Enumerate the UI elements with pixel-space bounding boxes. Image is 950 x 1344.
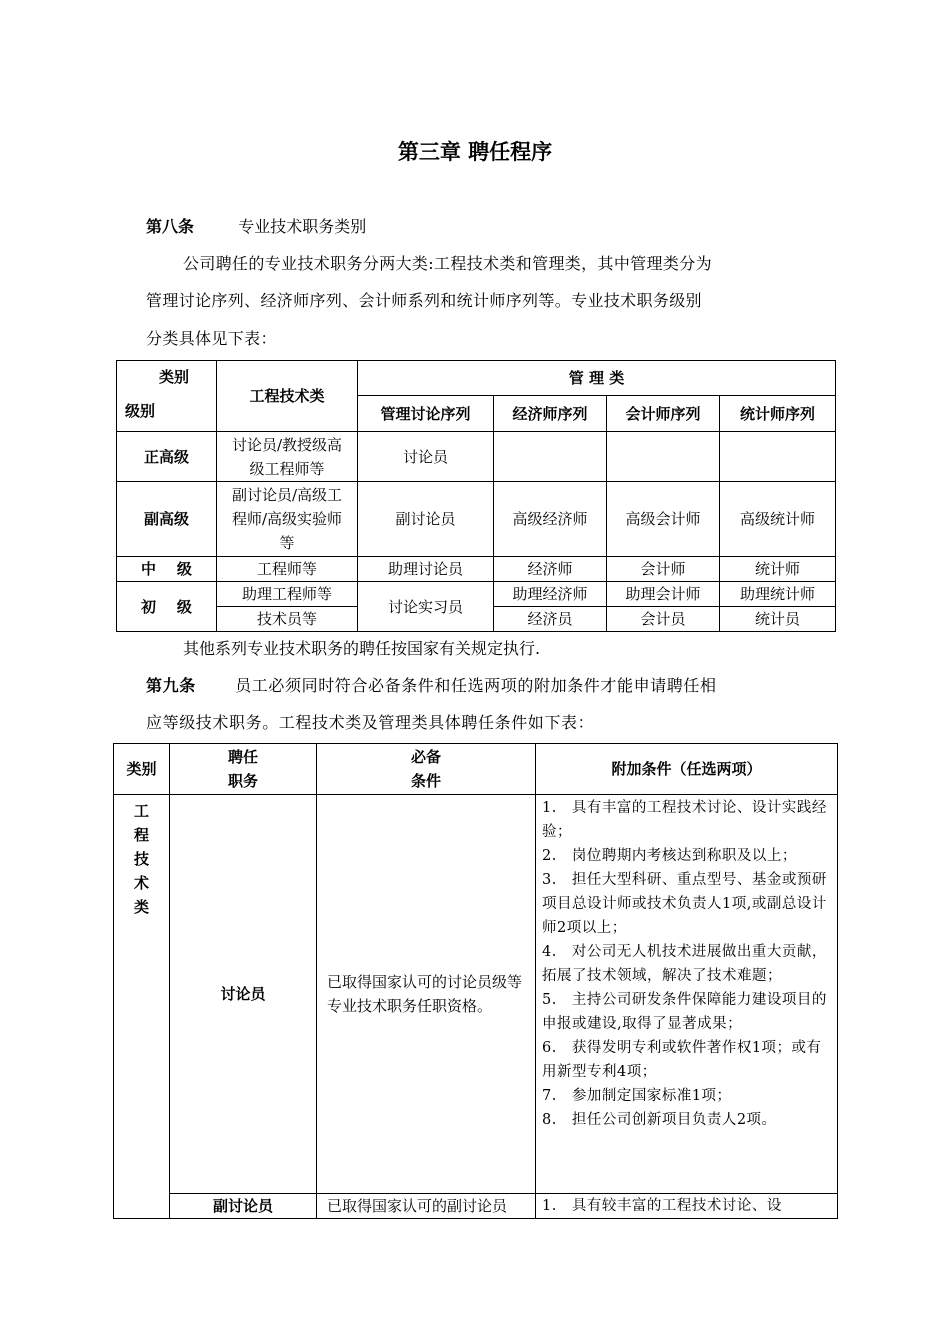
cell-junior-c2a: 助理经济师 — [494, 582, 607, 607]
corner-category-label: 类别 — [159, 368, 190, 386]
article-9-line-2: 应等级技术职务。工程技术类及管理类具体聘任条件如下表： — [146, 713, 595, 732]
cell-mid-eng: 工程师等 — [217, 557, 358, 582]
condition-item: 6. 获得发明专利或软件著作权1项；或有用新型专利4项； — [542, 1040, 822, 1080]
cell-mid-c3: 会计师 — [607, 557, 720, 582]
cell-junior-c4a: 助理统计师 — [720, 582, 836, 607]
corner-level-label: 级别 — [125, 402, 156, 420]
condition-item: 3. 担任大型科研、重点型号、基金或预研项目总设计师或技术负责人1项,或副总设计师2项以上； — [542, 872, 827, 936]
req-researcher: 已取得国家认可的讨论员级等专业技术职务任职资格。 — [317, 795, 536, 1194]
cell-senior-eng: 讨论员/教授级高级工程师等 — [217, 432, 358, 482]
article-8-text-line-1: 公司聘任的专业技术职务分两大类:工程技术类和管理类，其中管理类分为 — [183, 254, 712, 273]
level-associate-senior: 副高级 — [117, 482, 217, 557]
article-9-label: 第九条 — [146, 676, 196, 695]
col-header-statistician: 统计师序列 — [720, 396, 836, 432]
header-requirements — [317, 744, 536, 795]
position-associate-researcher: 副讨论员 — [170, 1194, 317, 1219]
condition-item: 5. 主持公司研发条件保障能力建设项目的申报或建设,取得了显著成果； — [542, 992, 827, 1032]
cell-junior-c1: 讨论实习员 — [358, 582, 494, 632]
mgmt-header: 管 理 类 — [358, 361, 836, 396]
corner-header — [117, 361, 217, 432]
eng-header: 工程技术类 — [217, 361, 358, 432]
cell-senior-c2 — [494, 432, 607, 482]
cell-senior-c3 — [607, 432, 720, 482]
cell-junior-c3a: 助理会计师 — [607, 582, 720, 607]
req-associate-researcher: 已取得国家认可的副讨论员 — [317, 1194, 536, 1219]
cell-junior-c3b: 会计员 — [607, 607, 720, 632]
cell-junior-c2b: 经济员 — [494, 607, 607, 632]
article-8-label: 第八条 — [146, 217, 195, 236]
article-8-heading-line — [146, 208, 366, 245]
cat-char: 工 — [133, 802, 149, 820]
header-extra-conditions: 附加条件（任选两项） — [536, 744, 838, 795]
col-header-accountant: 会计师序列 — [607, 396, 720, 432]
condition-item: 7. 参加制定国家标准1项； — [542, 1088, 732, 1104]
article-9-text-1: 员工必须同时符合必备条件和任选两项的附加条件才能申请聘任相 — [235, 676, 717, 695]
cat-char: 类 — [133, 898, 149, 916]
cat-char: 技 — [133, 850, 149, 868]
cell-mid-c4: 统计师 — [720, 557, 836, 582]
conditions-associate-researcher: 1. 具有较丰富的工程技术讨论、设 — [536, 1194, 838, 1219]
cell-assoc-c1: 副讨论员 — [358, 482, 494, 557]
category-engineering — [114, 795, 170, 1219]
cell-assoc-c2: 高级经济师 — [494, 482, 607, 557]
conditions-researcher — [536, 795, 838, 1194]
level-senior: 正高级 — [117, 432, 217, 482]
cell-assoc-c4: 高级统计师 — [720, 482, 836, 557]
cell-junior-c4b: 统计员 — [720, 607, 836, 632]
job-level-table — [116, 360, 836, 632]
cell-junior-eng-b: 技术员等 — [217, 607, 358, 632]
cell-mid-c1: 助理讨论员 — [358, 557, 494, 582]
appointment-conditions-table — [113, 743, 838, 1219]
level-intermediate: 中 级 — [117, 557, 217, 582]
cell-assoc-eng: 副讨论员/高级工程师/高级实验师等 — [217, 482, 358, 557]
level-junior: 初 级 — [117, 582, 217, 632]
article-9-line-1 — [146, 667, 717, 704]
cell-assoc-c3: 高级会计师 — [607, 482, 720, 557]
header-req-line-2: 条件 — [410, 772, 441, 790]
header-position-line-2: 职务 — [227, 772, 258, 790]
cat-char: 程 — [133, 826, 149, 844]
cell-senior-c1: 讨论员 — [358, 432, 494, 482]
article-8-text-line-3: 分类具体见下表： — [146, 329, 277, 348]
article-8-text-line-2: 管理讨论序列、经济师序列、会计师系列和统计师序列等。专业技术职务级别 — [146, 291, 702, 310]
cell-junior-eng-a: 助理工程师等 — [217, 582, 358, 607]
header-req-line-1: 必备 — [410, 748, 441, 766]
header-position — [170, 744, 317, 795]
col-header-mgmt-research: 管理讨论序列 — [358, 396, 494, 432]
cat-char: 术 — [133, 874, 149, 892]
header-position-line-1: 聘任 — [227, 748, 258, 766]
condition-item: 4. 对公司无人机技术进展做出重大贡献，拓展了技术领域，解决了技术难题； — [542, 944, 827, 984]
cell-mid-c2: 经济师 — [494, 557, 607, 582]
article-8-heading: 专业技术职务类别 — [238, 217, 367, 236]
note-line: 其他系列专业技术职务的聘任按国家有关规定执行. — [183, 639, 541, 658]
col-header-economist: 经济师序列 — [494, 396, 607, 432]
condition-item: 2. 岗位聘期内考核达到称职及以上； — [542, 848, 797, 864]
chapter-title: 第三章 聘任程序 — [397, 140, 553, 164]
header-category: 类别 — [114, 744, 170, 795]
cell-senior-c4 — [720, 432, 836, 482]
condition-item: 1. 具有丰富的工程技术讨论、设计实践经验； — [542, 800, 827, 840]
position-researcher: 讨论员 — [170, 795, 317, 1194]
condition-item: 8. 担任公司创新项目负责人2项。 — [542, 1112, 777, 1128]
